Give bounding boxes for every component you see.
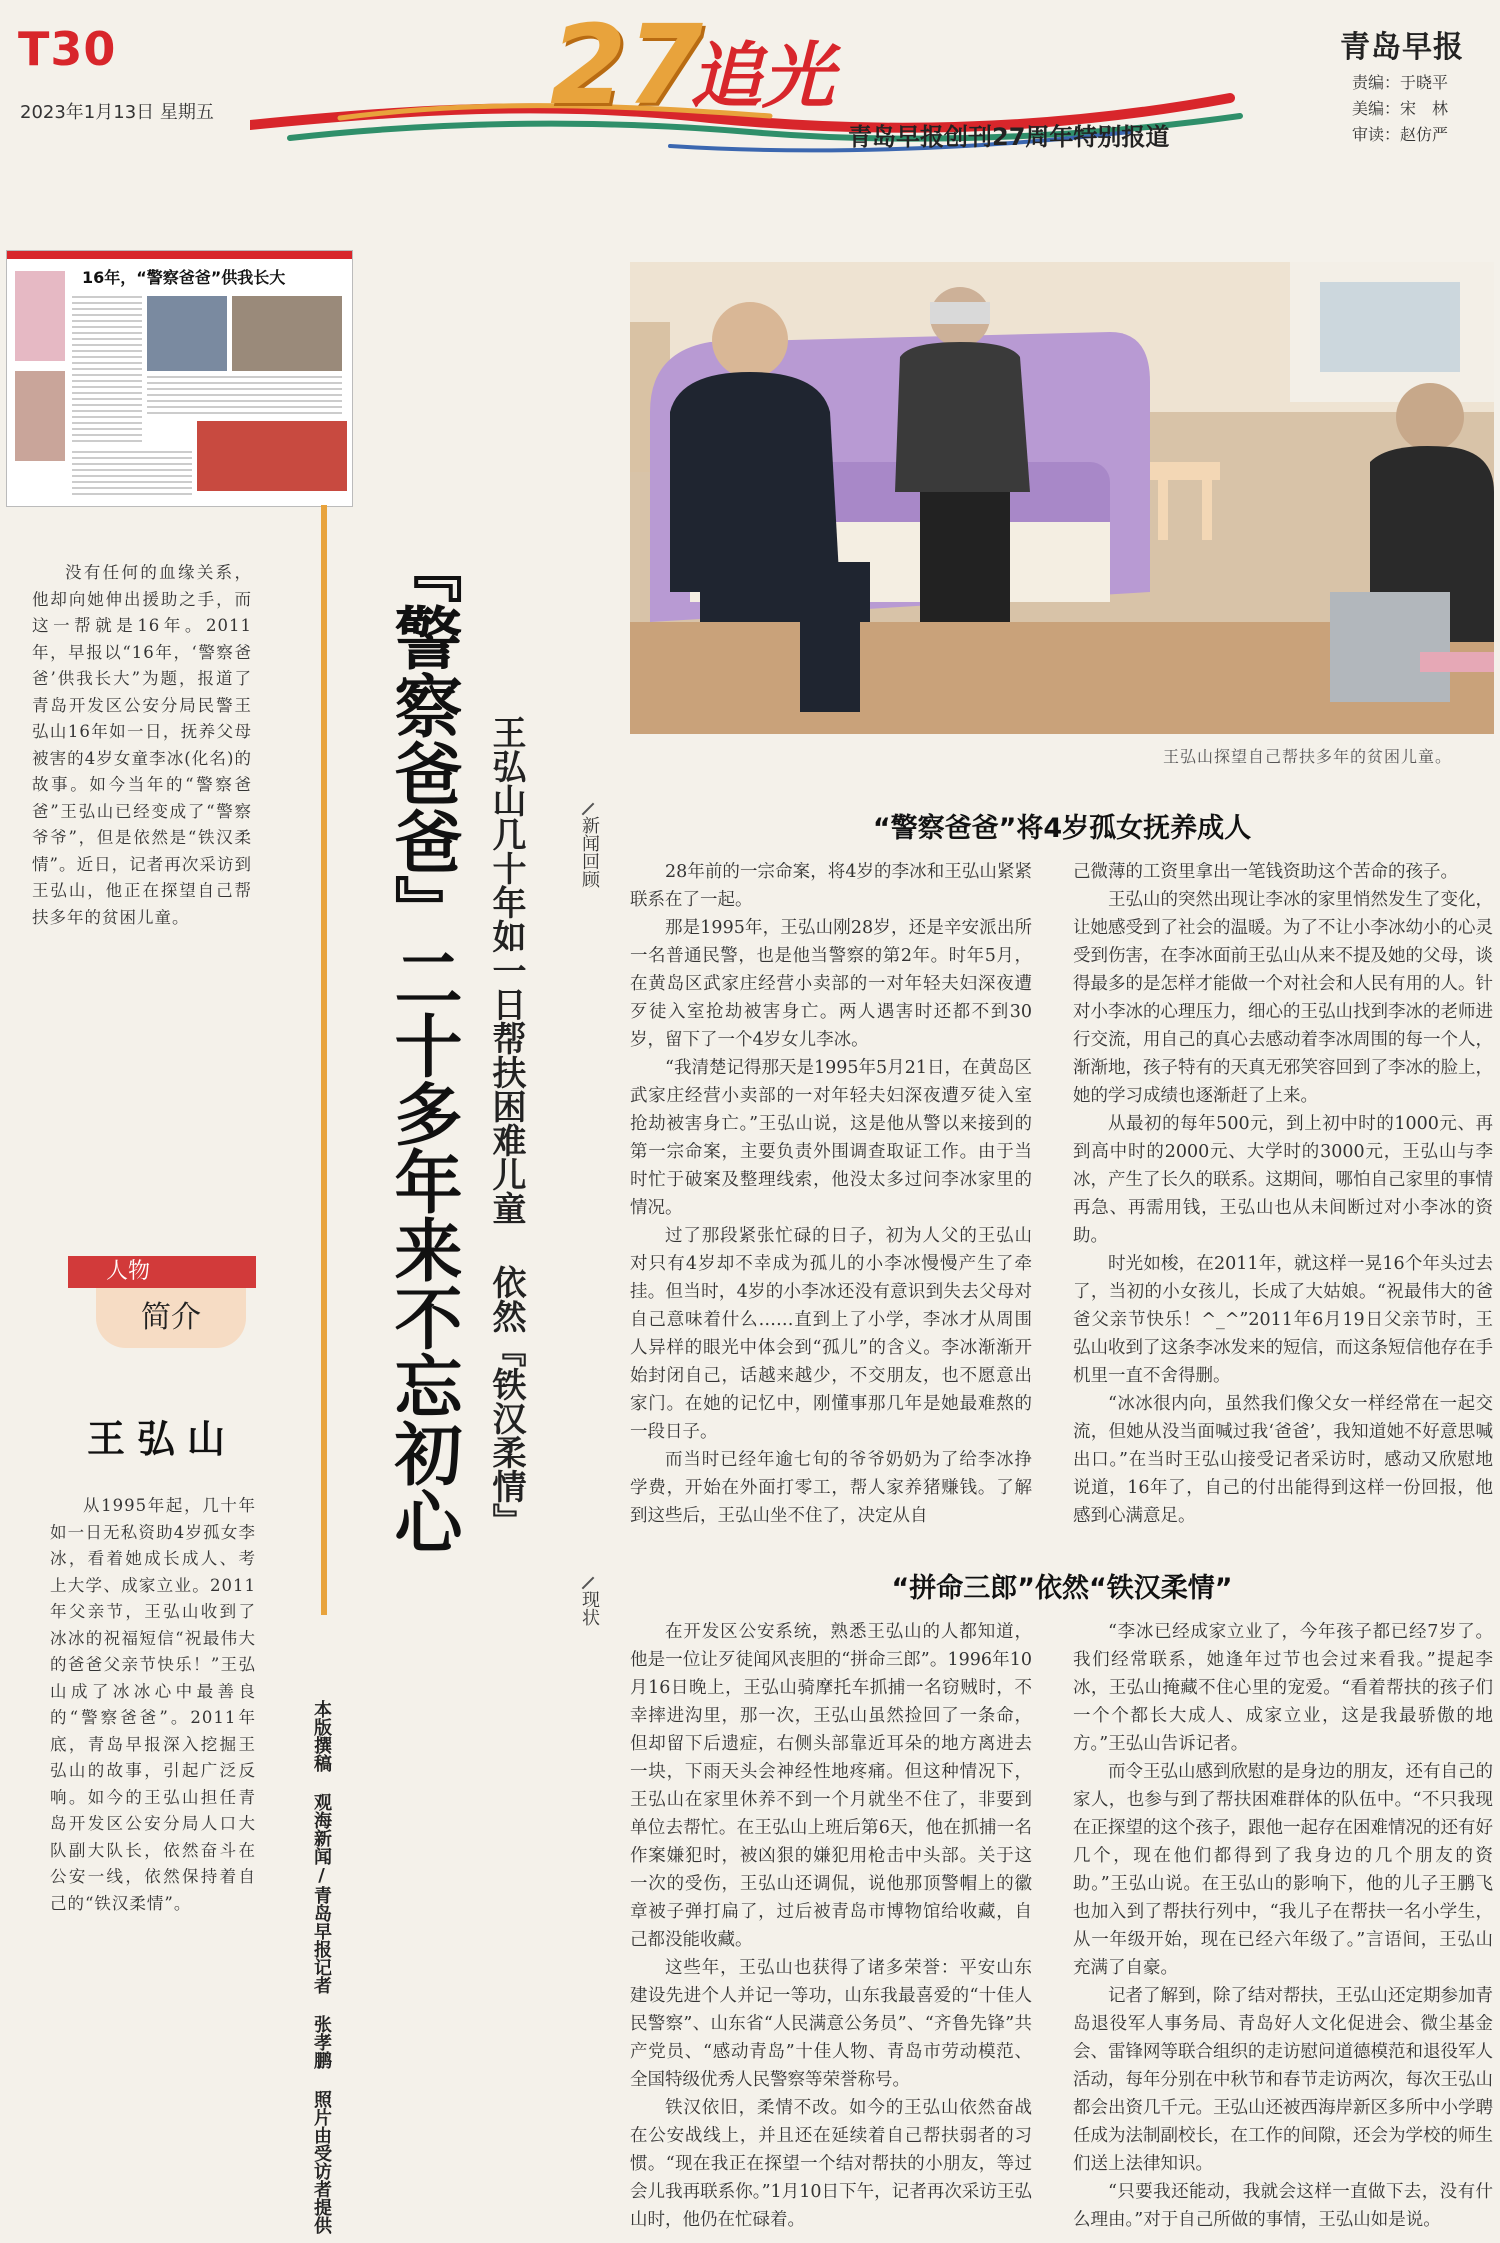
paragraph: 时光如梭，在2011年，就这样一晃16个年头过去了，当初的小女孩儿，长成了大姑娘。“祝最伟大的爸爸父亲节快乐！^_^”2011年6月19日父亲节时，王弘山收到了这条李冰发来的短信，而这条短信他存在手机里一直不舍得删。	[1073, 1254, 1493, 1386]
credit-designer: 美编：宋 林	[1352, 99, 1449, 118]
paragraph: “只要我还能动，我就会这样一直做下去，没有什么理由。”对于自己所做的事情，王弘山如是说。	[1073, 2182, 1493, 2230]
credit-editor: 责编：于晓平	[1352, 73, 1449, 92]
profile-label-text: 简介	[141, 1300, 201, 1335]
paragraph: 记者了解到，除了结对帮扶，王弘山还定期参加青岛退役军人事务局、青岛好人文化促进会、微尘基金会、雷锋网等联合组织的走访慰问道德模范和退役军人活动，每年分别在中秋节和春节走访两次，每次王弘山都会出资几千元。王弘山还被西海岸新区多所中小学聘任成为法制副校长，在工作的间隙，还会为学校的师生们送上法律知识。	[1073, 1986, 1493, 2174]
profile-tag	[68, 1256, 256, 1288]
main-photo	[630, 262, 1494, 734]
page-number: T30	[18, 22, 117, 76]
paragraph: 而当时已经年逾七旬的爷爷奶奶为了给李冰挣学费，开始在外面打零工，帮人家养猪赚钱。了解到这些后，王弘山坐不住了，决定从自	[630, 1450, 1032, 1526]
paragraph: 在开发区公安系统，熟悉王弘山的人都知道，他是一位让歹徒闻风丧胆的“拼命三郎”。1996年10月16日晚上，王弘山骑摩托车抓捕一名窃贼时，不幸摔进沟里，那一次，王弘山虽然捡回了一条命，但却留下后遗症，右侧头部靠近耳朵的地方离进去一块，下雨天头会神经性地疼痛。但这种情况下，王弘山在家里休养不到一个月就坐不住了，非要到单位去帮忙。在王弘山上班后第6天，他在抓捕一名作案嫌犯时，被凶狠的嫌犯用枪击中头部。关于这一次的受伤，王弘山还调侃，说他那顶警帽上的徽章被子弹打扁了，过后被青岛市博物馆给收藏，自己都没能收藏。	[630, 1622, 1032, 1950]
section1-tag	[578, 808, 602, 888]
paragraph: 从最初的每年500元，到上初中时的1000元、再到高中时的2000元、大学时的3000元，王弘山与李冰，产生了长久的联系。这期间，哪怕自己家里的事情再急、再需用钱，王弘山也从未间断过对小李冰的资助。	[1073, 1114, 1493, 1246]
profile-label	[96, 1288, 246, 1348]
paragraph: 这些年，王弘山也获得了诸多荣誉：平安山东建设先进个人并记一等功，山东我最喜爱的“十佳人民警察”、山东省“人民满意公务员”、“齐鲁先锋”共产党员、“感动青岛”十佳人物、青岛市劳动模范、全国特级优秀人民警察等荣誉称号。	[630, 1958, 1032, 2090]
section2-heading: “拼命三郎”依然“铁汉柔情”	[891, 1573, 1233, 1604]
photo-caption: 王弘山探望自己帮扶多年的贫困儿童。	[1163, 747, 1453, 766]
archived-page-thumbnail	[6, 250, 353, 507]
credits	[1352, 70, 1448, 148]
thumbnail-headline: 16年，“警察爸爸”供我长大	[82, 268, 286, 287]
anniversary-number: 27	[550, 1, 704, 129]
section1-column2	[1073, 858, 1493, 1530]
paragraph: 王弘山的突然出现让李冰的家里悄然发生了变化，让她感受到了社会的温暖。为了不让小李冰幼小的心灵受到伤害，在李冰面前王弘山从来不提及她的父母，谈得最多的是怎样才能做一个对社会和人民有用的人。针对小李冰的心理压力，细心的王弘山找到李冰的老师进行交流，用自己的真心去感动着李冰周围的每一个人，渐渐地，孩子特有的天真无邪笑容回到了李冰的脸上，她的学习成绩也逐渐赶了上来。	[1073, 890, 1493, 1106]
section2-column1	[630, 1618, 1032, 2234]
byline: 本版撰稿 观海新闻/青岛早报记者 张孝鹏 照片由受访者提供	[311, 1700, 332, 2234]
issue-date: 2023年1月13日 星期五	[20, 102, 214, 123]
section2-column2	[1073, 1618, 1493, 2234]
subtitle: 王弘山几十年如一日帮扶困难儿童 依然『铁汉柔情』	[486, 715, 526, 1537]
paragraph: 过了那段紧张忙碌的日子，初为人父的王弘山对只有4岁却不幸成为孤儿的小李冰慢慢产生了牵挂。但当时，4岁的小李冰还没有意识到失去父母对自己意味着什么……直到上了小学，李冰才从周围人异样的眼光中体会到“孤儿”的含义。李冰渐渐开始封闭自己，话越来越少，不交朋友，也不愿意出家门。在她的记忆中，刚懂事那几年是她最难熬的一段日子。	[630, 1226, 1032, 1442]
paragraph: “我清楚记得那天是1995年5月21日，在黄岛区武家庄经营小卖部的一对年轻夫妇深夜遭歹徒入室抢劫被害身亡。”王弘山说，这是他从警以来接到的第一宗命案，主要负责外围调查取证工作。由于当时忙于破案及整理线索，他没太多过问李冰家里的情况。	[630, 1058, 1032, 1218]
divider-vertical	[321, 505, 327, 1615]
profile-text: 从1995年起，几十年如一日无私资助4岁孤女李冰，看着她成长成人、考上大学、成家立业。2011年父亲节，王弘山收到了冰冰的祝福短信“祝最伟大的爸爸父亲节快乐！”王弘山成了冰冰心中最善良的“警察爸爸”。2011年底，青岛早报深入挖掘王弘山的故事，引起广泛反响。如今的王弘山担任青岛开发区公安分局人口大队副大队长，依然奋斗在公安一线，依然保持着自己的“铁汉柔情”。	[50, 1496, 256, 1913]
paper-logo: 青岛早报	[1340, 30, 1464, 65]
profile-tag-text: 人物	[106, 1259, 151, 1284]
paragraph: 而令王弘山感到欣慰的是身边的朋友，还有自己的家人，也参与到了帮扶困难群体的队伍中。“不只我现在正探望的这个孩子，跟他一起存在困难情况的还有好几个，现在他们都得到了我身边的几个朋友的资助。”王弘山说。在王弘山的影响下，他的儿子王鹏飞也加入到了帮扶行列中，“我儿子在帮扶一名小学生，从一年级开始，现在已经六年级了。”言语间，王弘山充满了自豪。	[1073, 1762, 1493, 1978]
photo-illustration	[630, 262, 1494, 734]
paragraph: 己微薄的工资里拿出一笔钱资助这个苦命的孩子。	[1073, 862, 1458, 882]
paragraph: “冰冰很内向，虽然我们像父女一样经常在一起交流，但她从没当面喊过我‘爸爸’，我知道她不好意思喊出口。”在当时王弘山接受记者采访时，感动又欣慰地说道，16年了，自己的付出能得到这样一份回报，他感到心满意足。	[1073, 1394, 1493, 1526]
section2-tag	[578, 1582, 602, 1626]
main-title: 『警察爸爸』二十多年来不忘初心	[383, 535, 463, 1555]
paragraph: 那是1995年，王弘山刚28岁，还是辛安派出所一名普通民警，也是他当警察的第2年。时年5月，在黄岛区武家庄经营小卖部的一对年轻夫妇深夜遭歹徒入室抢劫被害身亡。两人遇害时还都不到30岁，留下了一个4岁女儿李冰。	[630, 918, 1032, 1050]
section1-heading: “警察爸爸”将4岁孤女抚养成人	[872, 813, 1252, 844]
anniversary-slogan: 追光	[690, 33, 835, 118]
profile-name: 王弘山	[86, 1416, 237, 1461]
section1-tag-text: 新闻回顾	[579, 816, 600, 888]
section2-tag-text: 现状	[579, 1590, 600, 1626]
special-report-title: 青岛早报创刊27周年特别报道	[848, 123, 1170, 151]
credit-reviewer: 审读：赵仿严	[1352, 125, 1449, 144]
paragraph: 铁汉依旧，柔情不改。如今的王弘山依然奋战在公安战线上，并且还在延续着自己帮扶弱者的习惯。“现在我正在探望一个结对帮扶的小朋友，等过会儿我再联系你。”1月10日下午，记者再次采访王弘山时，他仍在忙碌着。	[630, 2098, 1032, 2230]
paragraph: 28年前的一宗命案，将4岁的李冰和王弘山紧紧联系在了一起。	[630, 862, 1032, 910]
section1-column1	[630, 858, 1032, 1530]
intro-paragraph: 没有任何的血缘关系，他却向她伸出援助之手，而这一帮就是16年。2011年，早报以“16年，‘警察爸爸’供我长大”为题，报道了青岛开发区公安分局民警王弘山16年如一日，抚养父母被害的4岁女童李冰(化名)的故事。如今当年的“警察爸爸”王弘山已经变成了“警察爷爷”，但是依然是“铁汉柔情”。近日，记者再次采访到王弘山，他正在探望自己帮扶多年的贫困儿童。	[32, 563, 252, 927]
paragraph: “李冰已经成家立业了，今年孩子都已经7岁了。我们经常联系，她逢年过节也会过来看我。”提起李冰，王弘山掩藏不住心里的宠爱。“看着帮扶的孩子们一个个都长大成人、成家立业，这是我最骄傲的地方。”王弘山告诉记者。	[1073, 1622, 1493, 1754]
